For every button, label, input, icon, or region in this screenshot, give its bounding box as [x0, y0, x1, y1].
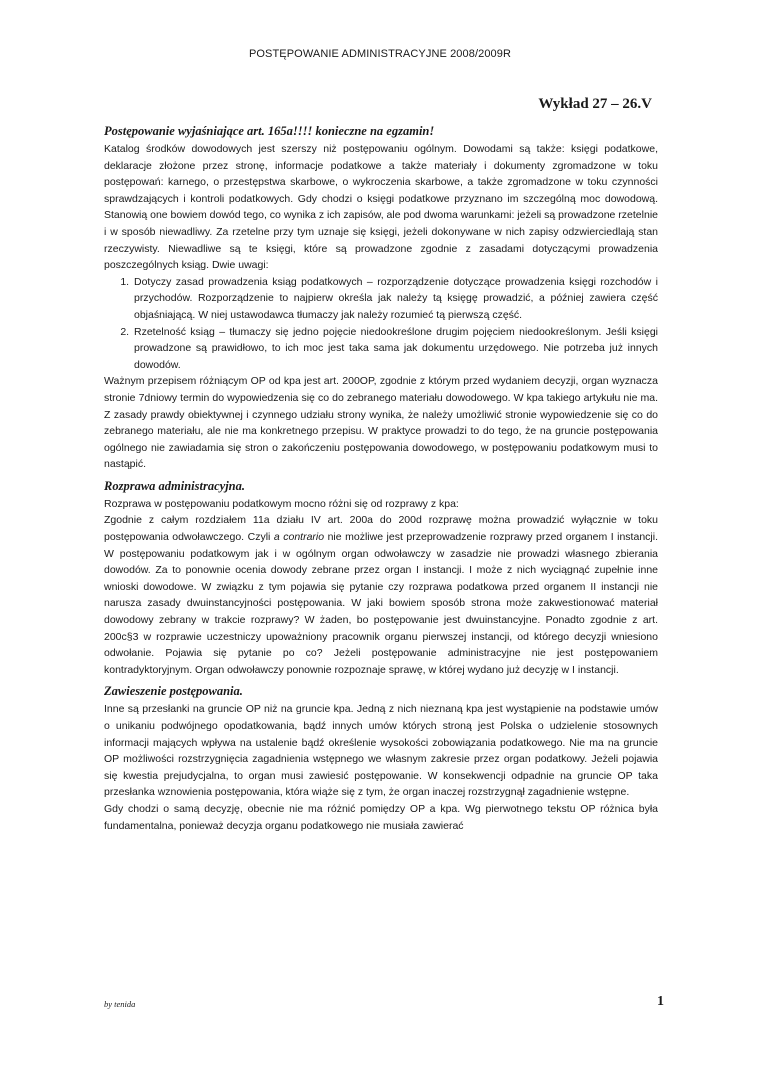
lecture-heading: Wykład 27 – 26.V	[538, 96, 652, 112]
paragraph: Rozprawa w postępowaniu podatkowym mocno różni się od rozprawy z kpa:	[104, 497, 459, 510]
italic-phrase: a contrario	[273, 531, 325, 544]
paragraph: Inne są przesłanki na gruncie OP niż na gruncie kpa. Jedną z nich nieznaną kpa jest wystąpienie na podstawie umów o unikaniu podwójnego opodatkowania, bądź innych umów których stroną jest Polska o udzielenie stosownych informacji mających wpływa na ustalenie bądź określenie wysokości zobowiązania podatkowego. Nie ma na gruncie OP możliwości rozstrzygnięcia zagadnienia wstępnego we własnym zakresie przez organ podatkowy. Jeżeli pojawia się kwestia prejudycjalna, to organ musi zawiesić postępowanie. W konsekwencji odpadnie na gruncie OP taka przesłanka wznowienia postępowania, która wiąże się z tym, że organ inaczej rozstrzygnął zagadnienie wstępne.	[104, 703, 658, 799]
section-title-suspension: Zawieszenie postępowania.	[104, 684, 243, 699]
text-run: Zgodnie z całym rozdziałem 11a działu IV art. 200a do 200d rozprawę można prowadzić wyłącznie w toku postępowania odwoławczego. Czyli	[104, 514, 658, 544]
numbered-list	[104, 274, 658, 374]
document-body	[104, 124, 658, 834]
list-item: 2. Rzetelność ksiąg – tłumaczy się jedno pojęcie niedookreślone drugim pojęciem niedookreślonym. Jeśli księgi prowadzone są prawidłowo, to ich moc jest taka sama jak dokumentu urzędowego. Nie potrzeba już innych dowodów.	[132, 324, 658, 374]
paragraph: Gdy chodzi o samą decyzję, obecnie nie ma różnić pomiędzy OP a kpa. Wg pierwotnego tekstu OP różnica była fundamentalna, ponieważ decyzja organu podatkowego nie musiała zawierać	[104, 802, 658, 832]
text-run: nie możliwe jest przeprowadzenie rozprawy przed organem I instancji. W postępowaniu podatkowym jak i w ogólnym organ odwoławczy w zasadzie nie prowadzi własnego zbierania dowodów. Za to ponownie ocenia dowody zebrane przez organ I instancji. I może z nich wyciągnąć zupełnie inne wnioski dowodowe. W związku z tym pojawia się pytanie czy rozprawa podatkowa przed organem II instancji nie narusza zasady dwuinstancyjności postępowania. W jaki bowiem sposób strona może zakwestionować materiał dowodowy zebrany w trakcie rozprawy? W żaden, bo postępowanie jest dwuinstancyjne. Ponadto zgodnie z art. 200c§3 w rozprawie uczestniczy upoważniony pracownik organu pierwszej instancji, od którego decyzji wniesiono odwołanie. Pojawia się pytanie po co? Jeżeli postępowanie administracyjne nie jest postępowaniem kontradyktoryjnym. Organ odwoławczy ponownie rozpoznaje sprawę, w której wydano już decyzję w I instancji.	[104, 531, 658, 676]
paragraph	[104, 512, 658, 678]
paragraph: Katalog środków dowodowych jest szerszy niż postępowaniu ogólnym. Dowodami są także: księgi podatkowe, deklaracje złożone przez stronę, informacje podatkowe a także materiały i dokumenty zgromadzone w toku postępowań: karnego, o przestępstwa skarbowe, o wykroczenia skarbowe, a także zgromadzone w toku czynności sprawdzających i kontroli podatkowych. Gdy chodzi o księgi podatkowe przyznano im szczególną moc dowodową. Stanowią one bowiem dowód tego, co wynika z ich zapisów, ale pod dwoma warunkami: jeżeli są prowadzone rzetelnie i w sposób niewadliwy. Za rzetelne przy tym uznaje się księgi, jeżeli dokonywane w nich zapisy odzwierciedlają stan rzeczywisty. Niewadliwe są te księgi, które są prowadzone zgodnie z zasadami dotyczącymi prowadzenia poszczególnych ksiąg. Dwie uwagi:	[104, 143, 658, 272]
page-number: 1	[657, 994, 664, 1009]
course-title: POSTĘPOWANIE ADMINISTRACYJNE 2008/2009R	[248, 48, 512, 60]
list-item: 1. Dotyczy zasad prowadzenia ksiąg podatkowych – rozporządzenie dotyczące prowadzenia księgi rozchodów i przychodów. Rozporządzenie to najpierw określa jak należy tą księgę prowadzić, a później zawiera część objaśniającą. W niej ustawodawca tłumaczy jak należy rozumieć tą pierwszą część.	[132, 274, 658, 324]
paragraph: Ważnym przepisem różniącym OP od kpa jest art. 200OP, zgodnie z którym przed wydaniem decyzji, organ wyznacza stronie 7dniowy termin do wypowiedzenia się co do zebranego materiału dowodowego. W kpa takiego artykułu nie ma. Z zasady prawdy obiektywnej i czynnego udziału strony wynika, że należy umożliwić stronie wypowiedzenie się co do zebranego materiału, ale nie ma konkretnego przepisu. W praktyce prowadzi to do tego, że na gruncie postępowania ogólnego nie zawiadamia się stron o zakończeniu postępowania dowodowego, w postępowaniu podatkowym musi to nastąpić.	[104, 375, 658, 471]
section-title-explanatory-proceedings: Postępowanie wyjaśniające art. 165a!!!! konieczne na egzamin!	[104, 124, 435, 138]
footer-author: by tenida	[104, 999, 136, 1009]
section-title-administrative-hearing: Rozprawa administracyjna.	[104, 478, 245, 493]
